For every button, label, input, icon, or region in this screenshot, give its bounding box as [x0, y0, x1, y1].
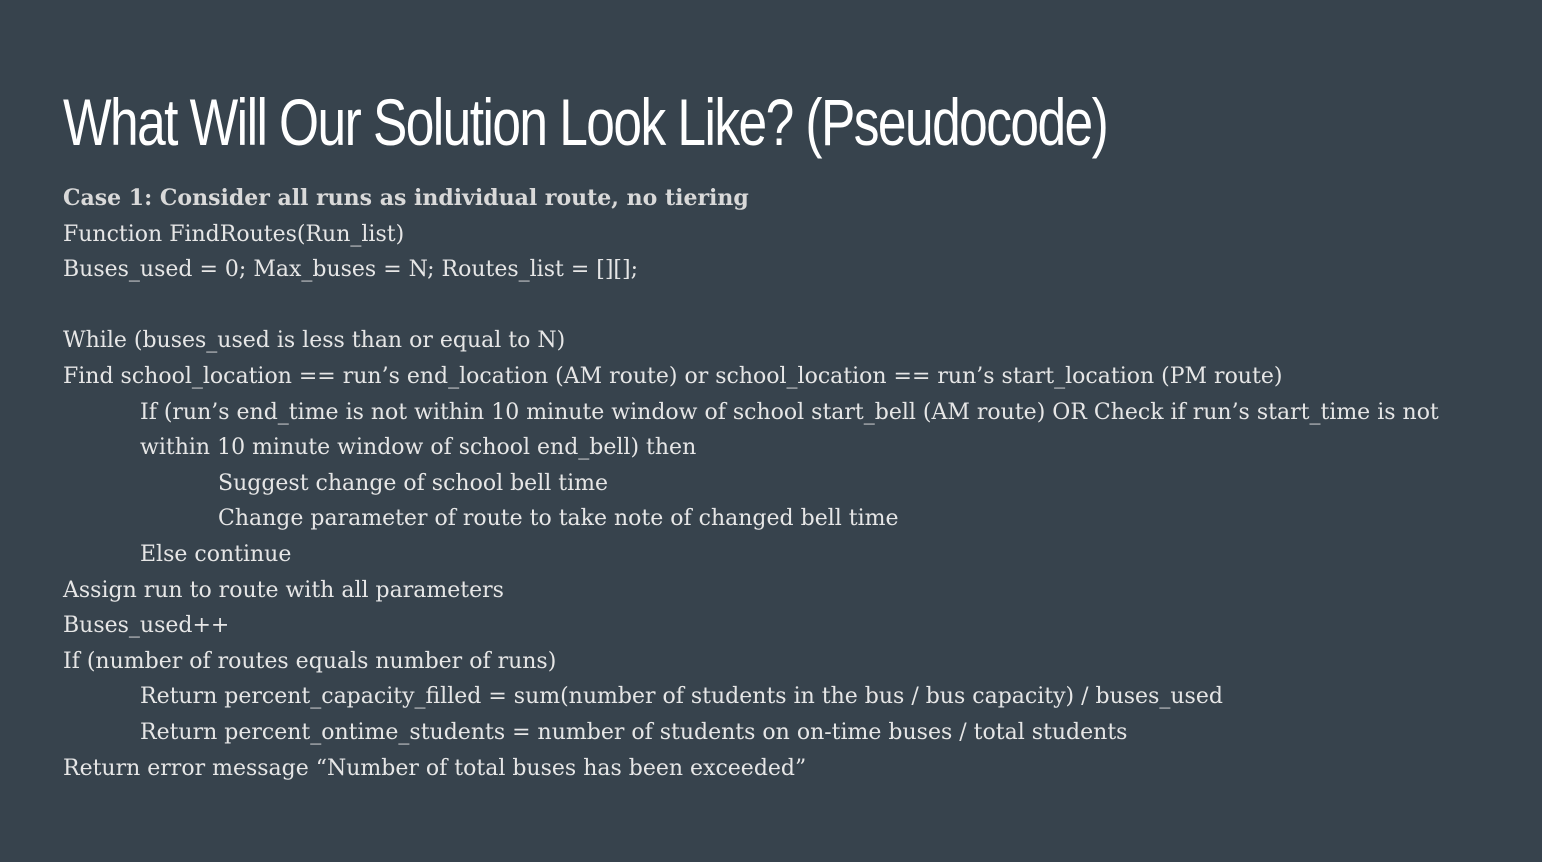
blank-line: [63, 288, 1483, 324]
pseudocode-line: Buses_used++: [63, 613, 230, 639]
slide-title: What Will Our Solution Look Like? (Pseudocode): [63, 85, 1108, 159]
pseudocode-line: Return percent_ontime_students = number of students on on-time buses / total students: [140, 719, 1128, 745]
pseudocode-line: Return error message “Number of total buses has been exceeded”: [63, 755, 807, 781]
pseudocode-body: [63, 181, 1483, 786]
pseudocode-line: Assign run to route with all parameters: [63, 577, 504, 603]
pseudocode-line: Function FindRoutes(Run_list): [63, 221, 405, 247]
case-heading: Case 1: Consider all runs as individual route, no tiering: [63, 185, 749, 211]
pseudocode-line: If (run’s end_time is not within 10 minute window of school start_bell (AM route) OR Check if run’s start_time is not: [140, 399, 1439, 425]
pseudocode-line: If (number of routes equals number of runs): [63, 648, 557, 674]
pseudocode-line: Else continue: [140, 541, 292, 567]
pseudocode-line: Return percent_capacity_filled = sum(number of students in the bus / bus capacity) / buses_used: [140, 684, 1223, 710]
pseudocode-line: Change parameter of route to take note of changed bell time: [218, 506, 899, 532]
pseudocode-line: Suggest change of school bell time: [218, 470, 609, 496]
pseudocode-line: Buses_used = 0; Max_buses = N; Routes_list = [][];: [63, 257, 639, 283]
pseudocode-line: Find school_location == run’s end_location (AM route) or school_location == run’s start_location (PM route): [63, 363, 1283, 389]
pseudocode-line: within 10 minute window of school end_bell) then: [140, 435, 697, 461]
pseudocode-line: While (buses_used is less than or equal to N): [63, 328, 566, 354]
